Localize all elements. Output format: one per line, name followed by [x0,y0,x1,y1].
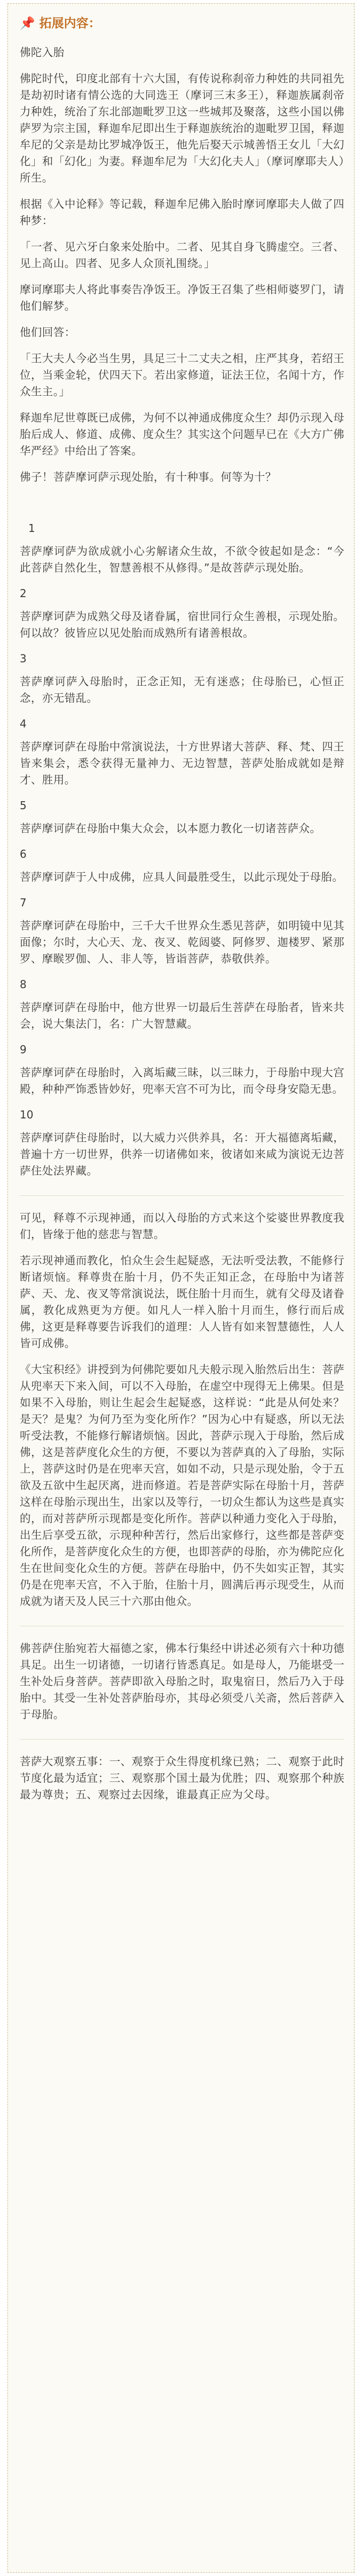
list-item: 菩萨摩诃萨于人中成佛，应具人间最胜受生，以此示现处于母胎。 [20,871,344,883]
list-item: 菩萨摩诃萨在母胎中，三千大千世界众生悉见菩萨，如明镜中见其面像；尔时，大心天、龙、夜叉、乾闼婆、阿修罗、迦楼罗、紧那罗、摩睺罗伽、人、非人等，皆诣菩萨，恭敬供养。 [20,919,344,965]
item-number: 7 [20,896,27,909]
intro-paragraph: 佛子！菩萨摩诃萨示现处胎，有十种事。何等为十？ [20,471,277,483]
divider [20,1739,344,1740]
body-paragraph: 佛菩萨住胎宛若大福德之家，佛本行集经中讲述必须有六十种功德具足。出生一切诸德，一切诸行皆悉真足。如是母人，乃能堪受一生补处后身菩萨。菩萨即欲入母胎之时，取鬼宿日，然后乃入于母胎中。其受一生补处菩萨胎母亦，其母必须受八关斋，然后菩萨入于母胎。 [20,1642,344,1721]
section-header [20,15,344,32]
intro-paragraph: 佛陀时代，印度北部有十六大国，有传说称刹帝力种姓的共同祖先是劫初时诸有情公选的大同选王（摩诃三末多王），释迦族属刹帝力种姓，统治了东北部迦毗罗卫这一些城邦及聚落，这些小国以佛萨罗为宗主国，释迦牟尼即出生于释迦族统治的迦毗罗卫国，释迦牟尼的父亲是劫比罗城净饭王，他先后娶天示城善悟王女儿「大幻化」和「幻化」为妻。释迦牟尼为「大幻化夫人」（摩诃摩耶夫人）所生。 [20,72,344,184]
item-number: 1 [28,522,35,535]
pin-icon: 📌 [20,17,35,30]
list-item: 菩萨摩诃萨入母胎时，正念正知，无有迷惑；住母胎已，心恒正念，亦无错乱。 [20,675,344,704]
item-number: 3 [20,652,27,665]
intro-paragraph: 他们回答： [20,326,76,339]
prophecy-quote: 「王大夫人今必当生男，具足三十二丈夫之相，庄严其身，若绍王位，当乘金轮，伏四天下。若出家修道，证法王位，名闻十方，作众生主。」 [20,352,344,398]
content-card [7,3,355,2573]
list-item: 菩萨摩诃萨在母胎中，他方世界一切最后生菩萨在母胎者，皆来共会，说大集法门，名：广大智慧藏。 [20,1001,344,1030]
list-item: 菩萨摩诃萨在母胎中集大众会，以本愿力教化一切诸菩萨众。 [20,822,321,835]
list-item: 菩萨摩诃萨为成熟父母及诸眷属，宿世同行众生善根，示现处胎。何以故？彼皆应以见处胎而成熟所有诸善根故。 [20,610,344,639]
body-paragraph: 《大宝积经》讲授到为何佛陀要如凡夫般示现入胎然后出生：菩萨从兜率天下来入间，可以不入母胎，在虚空中现得无上佛果。但是如果不入母胎，则让生起会生起疑惑，这样说：“此是从何处来？是天？是鬼？为何乃至为变化所作？”因为心中有疑惑，所以无法听受法教，不能修行解诸烦恼。因此，菩萨示现入于母胎，然后成佛，这是菩萨度化众生的方便，不要以为菩萨真的入了母胎，实际上，菩萨这时仍是在兜率天宫，如如不动，只是示现处胎，令于五欲及五欲中生起厌离，进而修道。若是菩萨实际在母胎十月，菩萨这样在母胎示现出生，出家以及等行，一切众生都认为这些是真实的，而对菩萨所示现都是变化所作。菩萨以种通力变化入于母胎，出生后享受五欲，示现种种苦行，然后出家修行，这些都是菩萨变化所作，是菩萨度化众生的方便，也即菩萨的母胎，亦为佛陀应化生在世间变化众生的方便。菩萨在母胎中，仍不失如实正智，其实仍是在兜率天宫，不入于胎，住胎十月，圆满后再示现受生，从而成就为诸天及人民三十六那由他众。 [20,1363,344,1608]
body-paragraph: 若示现神通而教化，怕众生会生起疑惑，无法听受法教，不能修行断诸烦恼。释尊贵在胎十月，仍不失正知正念，在母胎中为诸菩萨、天、龙、夜叉等常演说法，既住胎十月而生，就有父母及诸眷属，教化成熟更为方便。如凡人一样入胎十月而生，修行而后成佛，这更是释尊要告诉我们的道理：人人皆有如来智慧德性，人人皆可成佛。 [20,1254,344,1350]
body-paragraph: 可见，释尊不示现神通，而以入母胎的方式来这个娑婆世界教度我们，皆缘于他的慈悲与智慧。 [20,1211,344,1241]
list-item: 菩萨摩诃萨住母胎时，以大威力兴供养具，名：开大福德离垢藏，普遍十方一切世界，供养一切诸佛如来，彼诸如来咸为演说无边菩萨住处法界藏。 [20,1131,344,1177]
list-item: 菩萨摩诃萨为欲成就小心劣解诸众生故，不欲令彼起如是念：“今此菩萨自然化生，智慧善根不从修得。”是故菩萨示现处胎。 [20,545,344,574]
item-number: 5 [20,799,27,812]
item-number: 9 [20,1043,27,1056]
item-number: 8 [20,978,27,991]
intro-paragraph: 释迦牟尼世尊既已成佛，为何不以神通成佛度众生？却仍示现入母胎后成人、修道、成佛、度众生？其实这个问题早已在《大方广佛华严经》中给出了答案。 [20,411,344,457]
list-item: 菩萨摩诃萨在母胎中常演说法，十方世界诸大菩萨、释、梵、四王皆来集会，悉令获得无量神力、无边智慧，菩萨处胎成就如是辩才、胜用。 [20,740,344,786]
dream-quote: 「一者、见六牙白象来处胎中。二者、见其自身飞腾虚空。三者、见上高山。四者、见多人众顶礼围绕。」 [20,240,344,270]
divider [20,1195,344,1196]
item-number: 2 [20,587,27,600]
item-number: 4 [20,717,27,730]
body-paragraph: 菩萨大观察五事：一、观察于众生得度机缘已熟；二、观察于此时节度化最为适宜；三、观察那个国土最为优胜；四、观察那个种族最为尊贵；五、观察过去因缘，谁最真正应为父母。 [20,1755,344,1801]
intro-paragraph: 根据《入中论释》等记载，释迦牟尼佛入胎时摩诃摩耶夫人做了四种梦： [20,198,344,227]
item-number: 6 [20,848,27,860]
item-number: 10 [20,1108,34,1121]
intro-paragraph: 摩诃摩耶夫人将此事奏告净饭王。净饭王召集了些相师婆罗门，请他们解梦。 [20,283,344,312]
list-item: 菩萨摩诃萨在母胎时，入离垢藏三昧，以三昧力，于母胎中现大宫殿，种种严饰悉皆妙好，兜率天宫不可为比，而令母身安隐无患。 [20,1066,344,1095]
intro-title: 佛陀入胎 [20,46,65,59]
section-header-title: 拓展内容： [39,17,101,30]
